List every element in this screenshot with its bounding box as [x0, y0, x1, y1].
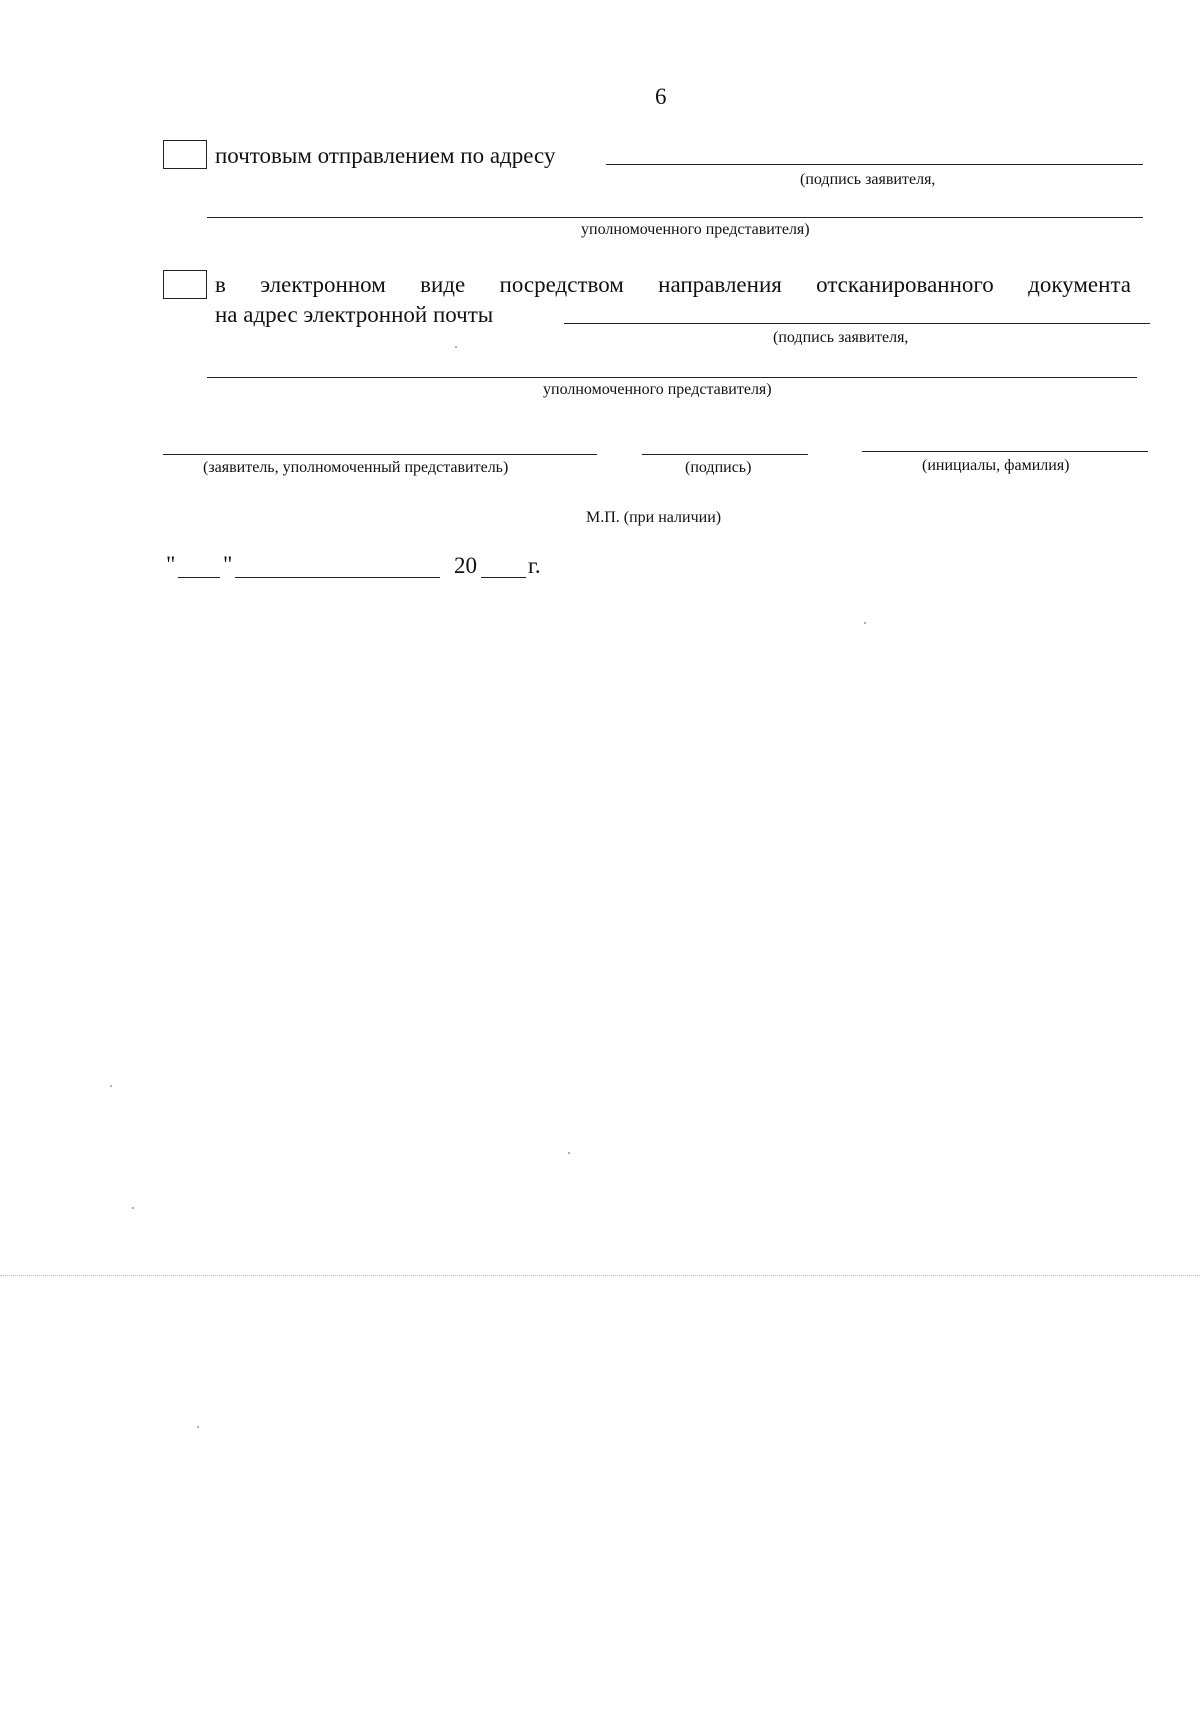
- scan-speck: [455, 346, 457, 348]
- word: в: [215, 272, 226, 297]
- word: электронном: [260, 272, 386, 297]
- electronic-caption-applicant: (подпись заявителя,: [773, 329, 909, 346]
- scan-speck: [132, 1207, 134, 1209]
- word: направления: [658, 272, 782, 297]
- year-suffix: г.: [528, 553, 541, 578]
- scan-speck: [197, 1426, 199, 1428]
- year-prefix: 20: [454, 553, 477, 578]
- postal-address-field-cont[interactable]: [207, 217, 1143, 218]
- email-field-cont[interactable]: [207, 377, 1137, 378]
- date-open-quote: ": [166, 552, 176, 577]
- electronic-option-label-line1: [215, 273, 1131, 296]
- postal-checkbox[interactable]: [163, 140, 207, 169]
- word: посредством: [499, 272, 624, 297]
- electronic-checkbox[interactable]: [163, 270, 207, 299]
- signature-field[interactable]: [642, 454, 808, 455]
- postal-option-label: почтовым отправлением по адресу: [215, 143, 556, 168]
- name-field[interactable]: [862, 451, 1148, 452]
- date-close-quote: ": [223, 552, 233, 577]
- postal-caption-applicant: (подпись заявителя,: [800, 171, 936, 188]
- word: отсканированного: [816, 272, 994, 297]
- postal-caption-representative: уполномоченного представителя): [581, 221, 810, 238]
- stamp-note: М.П. (при наличии): [586, 509, 722, 526]
- scan-fold-line: [0, 1275, 1200, 1276]
- electronic-option-label-line2: на адрес электронной почты: [215, 302, 494, 327]
- postal-address-field[interactable]: [606, 164, 1143, 165]
- word: виде: [420, 272, 466, 297]
- applicant-caption: (заявитель, уполномоченный представитель): [203, 459, 509, 476]
- scan-speck: [568, 1152, 570, 1154]
- electronic-caption-representative: уполномоченного представителя): [543, 381, 772, 398]
- scan-speck: [864, 622, 866, 624]
- signature-caption: (подпись): [685, 459, 752, 476]
- year-field[interactable]: [481, 577, 526, 578]
- month-field[interactable]: [235, 577, 440, 578]
- scan-speck: [110, 1085, 112, 1087]
- name-caption: (инициалы, фамилия): [922, 457, 1070, 474]
- applicant-field[interactable]: [163, 454, 597, 455]
- word: документа: [1028, 272, 1131, 297]
- email-field[interactable]: [564, 323, 1150, 324]
- page-number: 6: [655, 84, 667, 109]
- day-field[interactable]: [178, 577, 220, 578]
